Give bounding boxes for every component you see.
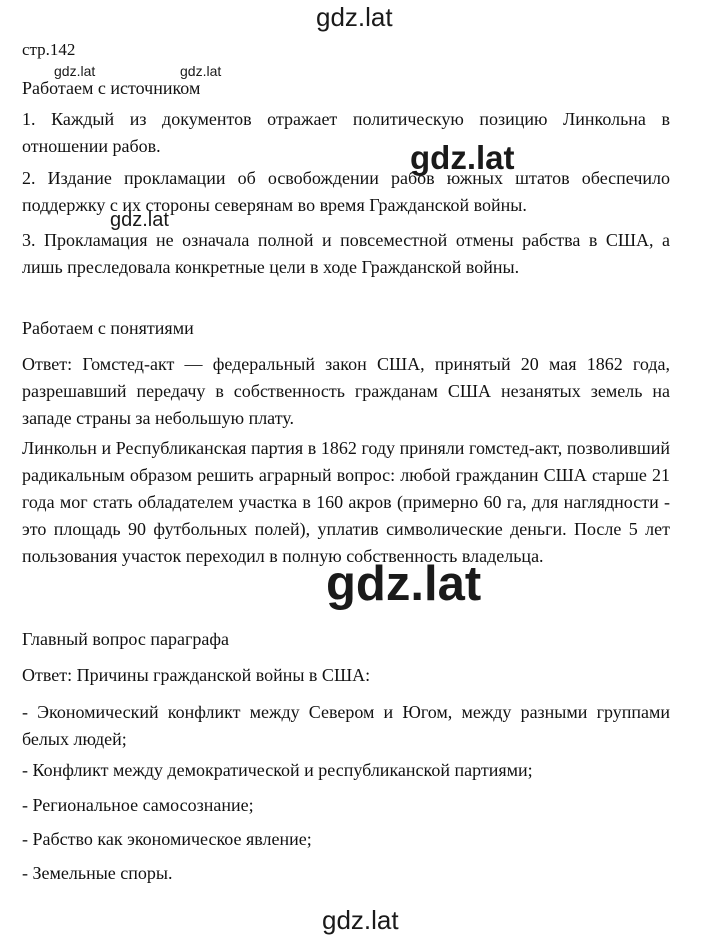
main-list-item: - Земельные споры.: [22, 863, 173, 883]
main-list-item: - Конфликт между демократической и республиканской партиями;: [22, 760, 533, 780]
main-list-item: - Экономический конфликт между Севером и Югом, между разными группами белых людей;: [22, 702, 670, 749]
watermark-small-2: gdz.lat: [180, 63, 222, 79]
main-question-answer: Ответ: Причины гражданской войны в США:: [22, 665, 371, 685]
sources-item-1: 1. Каждый из документов отражает политическую позицию Линкольна в отношении рабов.: [22, 109, 670, 156]
watermark-bottom: gdz.lat: [322, 905, 399, 935]
concepts-paragraph: Линкольн и Республиканская партия в 1862 году приняли гомстед-акт, позволивший радикальным образом решить аграрный вопрос: любой гражданин США старше 21 года мог стать обладателем участка в 160 акров (примерно 60 га, для наглядности - это площадь 90 футбольных полей), уплатив символические деньги. После 5 лет пользования участок переходил в полную собственность владельца.: [22, 438, 670, 566]
watermark-huge-1: gdz.lat: [326, 557, 482, 611]
main-question-heading: Главный вопрос параграфа: [22, 629, 229, 649]
sources-item-2: 2. Издание прокламации об освобождении рабов южных штатов обеспечило поддержку с их стороны северянам во время Гражданской войны.: [22, 168, 670, 215]
main-list-item: - Региональное самосознание;: [22, 795, 254, 815]
sources-heading: Работаем с источником: [22, 78, 201, 98]
concepts-answer: Ответ: Гомстед-акт — федеральный закон США, принятый 20 мая 1862 года, разрешавший передачу в собственность гражданам США незанятых земель на западе страны за небольшую плату.: [22, 354, 670, 428]
sources-item-3: 3. Прокламация не означала полной и повсеместной отмены рабства в США, а лишь преследовала конкретные цели в ходе Гражданской войны.: [22, 230, 670, 277]
page-ref: стр.142: [22, 40, 76, 59]
watermark-big-1: gdz.lat: [410, 139, 515, 176]
concepts-heading: Работаем с понятиями: [22, 318, 194, 338]
watermark-small-1: gdz.lat: [54, 63, 96, 79]
main-list-item: - Рабство как экономическое явление;: [22, 829, 312, 849]
watermark-top: gdz.lat: [316, 2, 393, 32]
watermark-medium-1: gdz.lat: [110, 209, 169, 231]
